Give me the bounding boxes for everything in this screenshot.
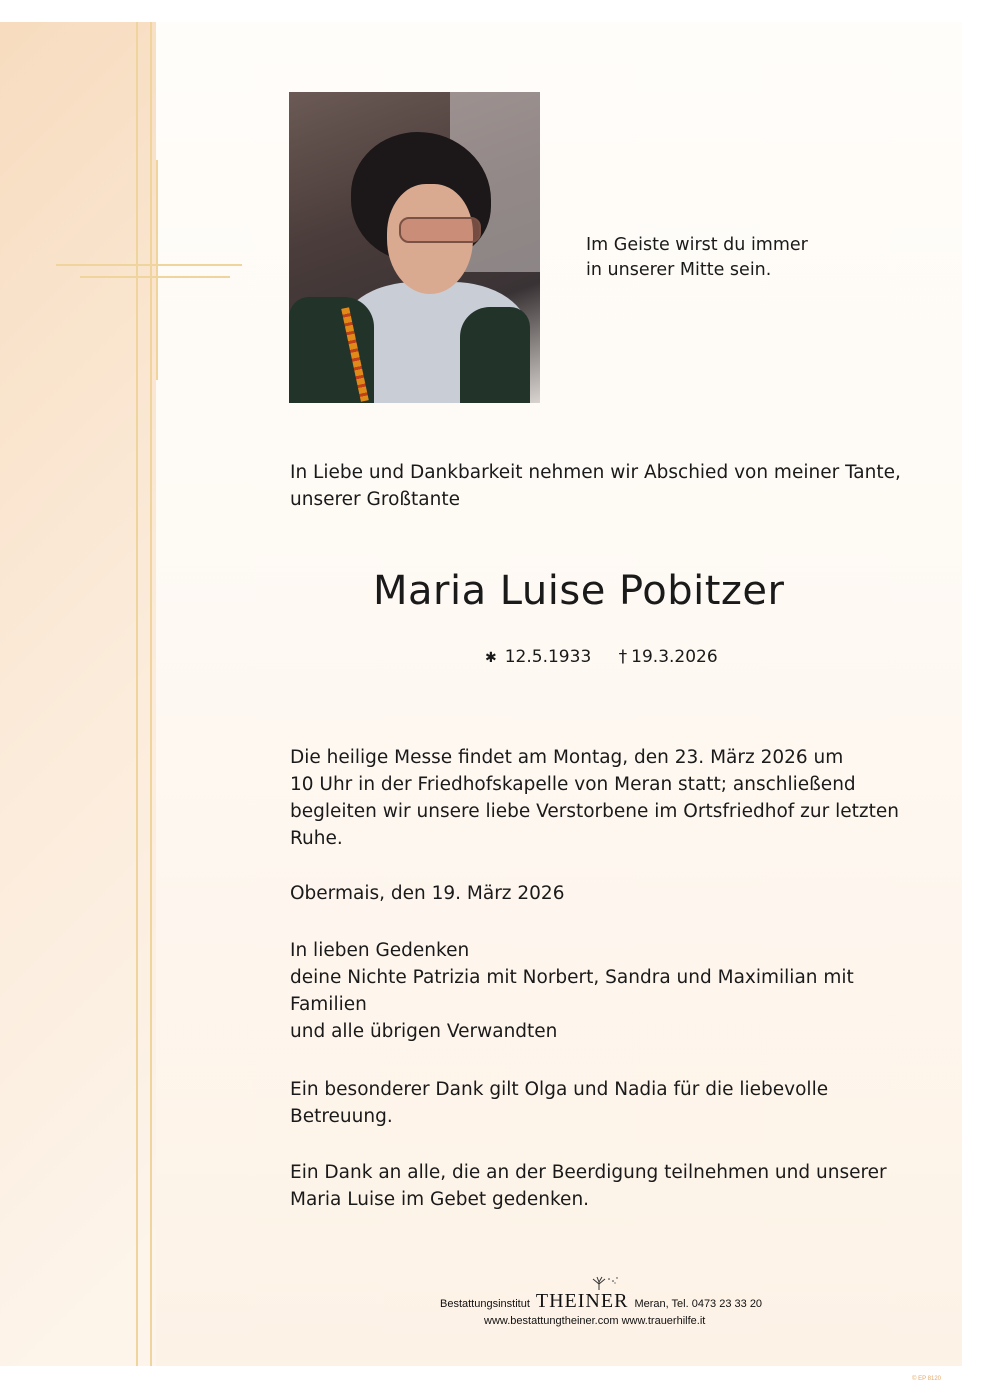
- funeral-home-logo: THEINER: [535, 1290, 629, 1312]
- footer-contact: Meran, Tel. 0473 23 33 20: [634, 1298, 763, 1310]
- mourners-line: In lieben Gedenken: [290, 940, 470, 961]
- quote-line: in unserer Mitte sein.: [586, 260, 772, 280]
- deceased-name: Maria Luise Pobitzer: [373, 568, 785, 614]
- footer-websites[interactable]: www.bestattungtheiner.com www.trauerhilfe.it: [484, 1315, 706, 1327]
- decor-line-vertical-2: [150, 22, 152, 1366]
- footer-prefix: Bestattungsinstitut: [440, 1298, 530, 1310]
- thanks-line: Betreuung.: [290, 1106, 393, 1127]
- mourners-line: und alle übrigen Verwandten: [290, 1021, 558, 1042]
- intro-line: In Liebe und Dankbarkeit nehmen wir Abschied von meiner Tante,: [290, 462, 901, 483]
- dagger-icon: †: [618, 647, 628, 667]
- death-date: † 19.3.2026: [618, 647, 718, 667]
- decor-line-vertical-1: [136, 22, 138, 1366]
- thanks-line: Ein besonderer Dank gilt Olga und Nadia für die liebevolle: [290, 1079, 829, 1100]
- thanks-caregivers: [290, 1076, 828, 1130]
- mass-line: Ruhe.: [290, 828, 343, 849]
- funeral-home-footer: [440, 1290, 800, 1327]
- memorial-quote: [586, 233, 886, 283]
- tree-logo-icon: [577, 1276, 621, 1290]
- star-icon: ✱: [485, 650, 497, 666]
- mass-announcement: [290, 744, 899, 852]
- mourners-line: deine Nichte Patrizia mit Norbert, Sandra und Maximilian mit: [290, 967, 854, 988]
- intro-text: [290, 459, 901, 513]
- mass-line: Die heilige Messe findet am Montag, den 23. März 2026 um: [290, 747, 844, 768]
- thanks-line: Maria Luise im Gebet gedenken.: [290, 1189, 590, 1210]
- intro-line: unserer Großtante: [290, 489, 460, 510]
- birth-date: ✱ 12.5.1933: [485, 647, 592, 667]
- thanks-line: Ein Dank an alle, die an der Beerdigung teilnehmen und unserer: [290, 1162, 887, 1183]
- mass-line: 10 Uhr in der Friedhofskapelle von Meran statt; anschließend: [290, 774, 856, 795]
- quote-line: Im Geiste wirst du immer: [586, 235, 808, 255]
- place-date: Obermais, den 19. März 2026: [290, 883, 565, 904]
- life-dates: [485, 647, 740, 667]
- mourners-line: Familien: [290, 994, 367, 1015]
- copyright-mark: © EP 8120: [912, 1376, 941, 1382]
- mass-line: begleiten wir unsere liebe Verstorbene im Ortsfriedhof zur letzten: [290, 801, 899, 822]
- mourners: [290, 937, 854, 1045]
- thanks-attendees: [290, 1159, 887, 1213]
- portrait-photo: [289, 92, 540, 403]
